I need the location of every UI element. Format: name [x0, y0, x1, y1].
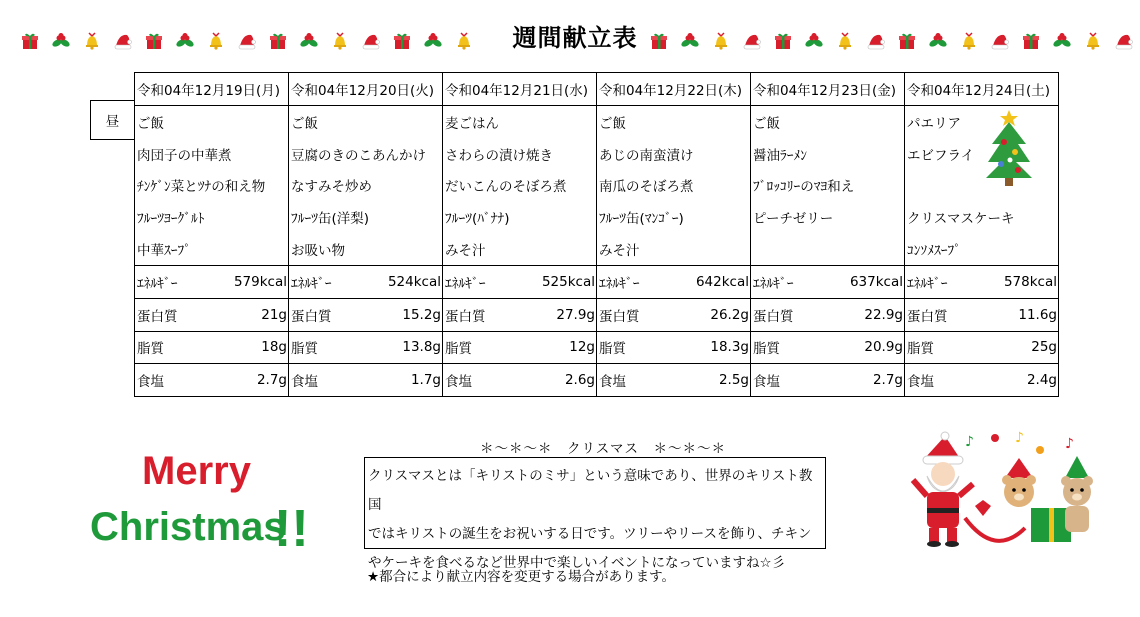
dish-cell: クリスマスケーキ: [905, 201, 1059, 233]
dish-cell: 肉団子の中華煮: [135, 138, 289, 170]
nutrition-label: 食塩: [135, 364, 212, 397]
dish-cell: パエリア: [905, 106, 1059, 138]
note-box: [364, 457, 826, 571]
dish-cell: お吸い物: [289, 233, 443, 265]
nutrition-value: 524kcal: [366, 265, 443, 298]
nutrition-row-protein: [135, 298, 1059, 331]
nutrition-value: 12g: [520, 331, 597, 364]
dish-cell: [905, 170, 1059, 202]
date-header-row: [135, 73, 1059, 106]
nutrition-value: 18.3g: [674, 331, 751, 364]
gift-icon: [1015, 30, 1046, 52]
garland-right: [643, 30, 1139, 52]
santa-hat-icon: [860, 30, 891, 52]
nutrition-value: 25g: [982, 331, 1059, 364]
note-line: クリスマスとは「キリストのミサ」という意味であり、世界のキリスト教国: [368, 468, 813, 513]
nutrition-label: ｴﾈﾙｷﾞｰ: [751, 265, 828, 298]
nutrition-label: 食塩: [751, 364, 828, 397]
nutrition-row-energy: [135, 265, 1059, 298]
nutrition-value: 22.9g: [828, 298, 905, 331]
holly-icon: [798, 30, 829, 52]
svg-text:♪: ♪: [1065, 436, 1074, 452]
nutrition-label: 食塩: [597, 364, 674, 397]
holly-icon: [417, 30, 448, 52]
nutrition-label: 蛋白質: [289, 298, 366, 331]
santa-hat-icon: [107, 30, 138, 52]
nutrition-label: ｴﾈﾙｷﾞｰ: [443, 265, 520, 298]
gift-icon: [14, 30, 45, 52]
holly-icon: [674, 30, 705, 52]
garland-left: [14, 30, 479, 52]
nutrition-value: 20.9g: [828, 331, 905, 364]
nutrition-label: 蛋白質: [905, 298, 982, 331]
nutrition-label: 蛋白質: [597, 298, 674, 331]
dish-row: [135, 138, 1059, 170]
dish-cell: ﾌﾙｰﾂ(ﾊﾞﾅﾅ): [443, 201, 597, 233]
nutrition-value: 2.4g: [982, 364, 1059, 397]
meal-label-lunch: 昼: [90, 100, 134, 140]
nutrition-value: 2.6g: [520, 364, 597, 397]
dish-cell: みそ汁: [597, 233, 751, 265]
change-notice: ★都合により献立内容を変更する場合があります。: [367, 569, 676, 585]
nutrition-value: 26.2g: [674, 298, 751, 331]
christmas-tree-icon: [984, 108, 1034, 188]
dish-cell: あじの南蛮漬け: [597, 138, 751, 170]
nutrition-label: 食塩: [905, 364, 982, 397]
dish-cell: ご飯: [135, 106, 289, 138]
nutrition-label: 脂質: [135, 331, 212, 364]
dish-cell: ご飯: [289, 106, 443, 138]
nutrition-value: 578kcal: [982, 265, 1059, 298]
bell-icon: [1077, 30, 1108, 52]
holly-icon: [169, 30, 200, 52]
dish-cell: なすみそ炒め: [289, 170, 443, 202]
bell-icon: [829, 30, 860, 52]
dish-cell: ﾌﾞﾛｯｺﾘｰのﾏﾖ和え: [751, 170, 905, 202]
greeting-marks: !!: [274, 500, 309, 558]
nutrition-row-salt: [135, 364, 1059, 397]
nutrition-value: 2.7g: [828, 364, 905, 397]
nutrition-label: ｴﾈﾙｷﾞｰ: [905, 265, 982, 298]
nutrition-label: 蛋白質: [751, 298, 828, 331]
nutrition-label: 脂質: [443, 331, 520, 364]
dish-cell: ﾌﾙｰﾂ缶(ﾏﾝｺﾞｰ): [597, 201, 751, 233]
gift-icon: [262, 30, 293, 52]
date-header: 令和04年12月19日(月): [135, 73, 289, 106]
dish-row: [135, 201, 1059, 233]
bell-icon: [76, 30, 107, 52]
date-header: 令和04年12月24日(土): [905, 73, 1059, 106]
gift-icon: [767, 30, 798, 52]
santa-hat-icon: [231, 30, 262, 52]
dish-cell: ﾌﾙｰﾂﾖｰｸﾞﾙﾄ: [135, 201, 289, 233]
nutrition-label: 食塩: [289, 364, 366, 397]
dish-row: [135, 170, 1059, 202]
dish-cell: 豆腐のきのこあんかけ: [289, 138, 443, 170]
nutrition-row-fat: [135, 331, 1059, 364]
dish-cell: ピーチゼリー: [751, 201, 905, 233]
greeting-word2: Christmas: [90, 505, 286, 549]
nutrition-value: 27.9g: [520, 298, 597, 331]
santa-hat-icon: [1108, 30, 1139, 52]
nutrition-value: 1.7g: [366, 364, 443, 397]
dish-cell: 麦ごはん: [443, 106, 597, 138]
bell-icon: [448, 30, 479, 52]
date-header: 令和04年12月20日(火): [289, 73, 443, 106]
bell-icon: [200, 30, 231, 52]
nutrition-value: 2.5g: [674, 364, 751, 397]
dish-cell: [751, 233, 905, 265]
holly-icon: [45, 30, 76, 52]
note-line: ではキリストの誕生をお祝いする日です。ツリーやリースを飾り、チキン: [368, 526, 812, 542]
page-title: 週間献立表: [512, 24, 638, 52]
nutrition-label: ｴﾈﾙｷﾞｰ: [597, 265, 674, 298]
dish-row: [135, 106, 1059, 138]
nutrition-value: 642kcal: [674, 265, 751, 298]
gift-icon: [386, 30, 417, 52]
dish-cell: ご飯: [751, 106, 905, 138]
nutrition-label: 脂質: [751, 331, 828, 364]
greeting-word1: Merry: [142, 449, 251, 493]
gift-icon: [643, 30, 674, 52]
gift-icon: [891, 30, 922, 52]
bell-icon: [324, 30, 355, 52]
santa-hat-icon: [736, 30, 767, 52]
holly-icon: [293, 30, 324, 52]
date-header: 令和04年12月23日(金): [751, 73, 905, 106]
nutrition-label: 食塩: [443, 364, 520, 397]
dish-cell: ﾁﾝｹﾞﾝ菜とﾂﾅの和え物: [135, 170, 289, 202]
nutrition-label: ｴﾈﾙｷﾞｰ: [289, 265, 366, 298]
merry-christmas-logo: [90, 440, 310, 560]
holly-icon: [1046, 30, 1077, 52]
nutrition-label: 蛋白質: [135, 298, 212, 331]
dish-cell: ﾌﾙｰﾂ缶(洋梨): [289, 201, 443, 233]
date-header: 令和04年12月22日(木): [597, 73, 751, 106]
nutrition-label: ｴﾈﾙｷﾞｰ: [135, 265, 212, 298]
santa-bears-illustration: [905, 428, 1105, 558]
nutrition-value: 21g: [212, 298, 289, 331]
nutrition-value: 18g: [212, 331, 289, 364]
bell-icon: [705, 30, 736, 52]
note-title: ＊～＊～＊ クリスマス ＊～＊～＊: [480, 441, 726, 457]
dish-cell: さわらの漬け焼き: [443, 138, 597, 170]
nutrition-value: 637kcal: [828, 265, 905, 298]
nutrition-label: 脂質: [905, 331, 982, 364]
dish-cell: エビフライ: [905, 138, 1059, 170]
nutrition-value: 579kcal: [212, 265, 289, 298]
nutrition-value: 2.7g: [212, 364, 289, 397]
santa-hat-icon: [984, 30, 1015, 52]
dish-cell: みそ汁: [443, 233, 597, 265]
nutrition-label: 脂質: [289, 331, 366, 364]
nutrition-value: 13.8g: [366, 331, 443, 364]
svg-text:♪: ♪: [965, 434, 974, 450]
dish-row: [135, 233, 1059, 265]
nutrition-label: 脂質: [597, 331, 674, 364]
nutrition-value: 11.6g: [982, 298, 1059, 331]
dish-cell: だいこんのそぼろ煮: [443, 170, 597, 202]
note-line: やケーキを食べるなど世界中で楽しいイベントになっていますね☆彡: [368, 555, 786, 571]
nutrition-value: 525kcal: [520, 265, 597, 298]
dish-cell: 中華ｽｰﾌﾟ: [135, 233, 289, 265]
nutrition-value: 15.2g: [366, 298, 443, 331]
gift-icon: [138, 30, 169, 52]
dish-cell: ご飯: [597, 106, 751, 138]
dish-cell: 南瓜のそぼろ煮: [597, 170, 751, 202]
bell-icon: [953, 30, 984, 52]
holly-icon: [922, 30, 953, 52]
weekly-menu-table: [134, 72, 1059, 397]
date-header: 令和04年12月21日(水): [443, 73, 597, 106]
santa-hat-icon: [355, 30, 386, 52]
nutrition-label: 蛋白質: [443, 298, 520, 331]
svg-text:♪: ♪: [1015, 430, 1024, 446]
dish-cell: ｺﾝｿﾒｽｰﾌﾟ: [905, 233, 1059, 265]
dish-cell: 醤油ﾗｰﾒﾝ: [751, 138, 905, 170]
